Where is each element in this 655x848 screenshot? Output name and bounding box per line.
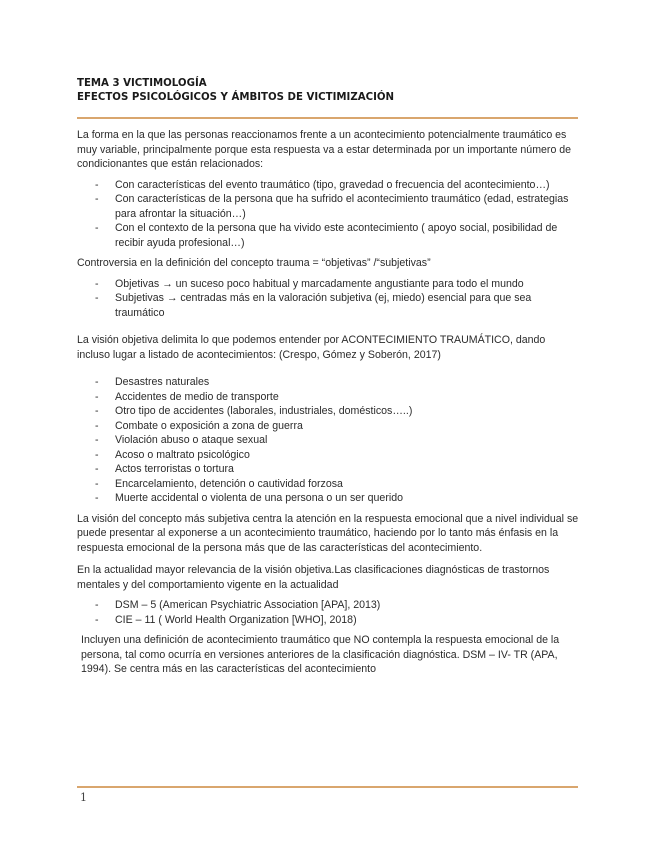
subjective-view-paragraph: La visión del concepto más subjetiva centra la atención en la respuesta emocional que a nivel individual se puede presentar al exponerse a un acontecimiento traumático, haciendo por lo tanto más énfasis en la respuesta emocional de la persona más que de las características del acontecimiento. [77, 512, 579, 554]
list-item: - Con características de la persona que ha sufrido el acontecimiento traumático (edad, estrategias para afrontar la situación…) [77, 192, 579, 221]
objective-view-paragraph: La visión objetiva delimita lo que podemos entender por ACONTECIMIENTO TRAUMÁTICO, dando incluso lugar a listado de acontecimientos: (Crespo, Gómez y Soberón, 2017) [77, 334, 546, 361]
closing-paragraph: Incluyen una definición de acontecimiento traumático que NO contempla la respuesta emocional de la persona, tal como ocurría en versiones anteriores de la clasificación diagnóstica. DSM – IV- TR (APA, 1994). Se centra más en las características del acontecimiento [81, 634, 560, 675]
list-item: - Objetivas → un suceso poco habitual y marcadamente angustiante para todo el mundo [77, 277, 579, 292]
header-title: TEMA 3 VICTIMOLOGÍA [77, 78, 207, 89]
controversy-list [77, 277, 579, 321]
events-list [77, 375, 579, 506]
header-subtitle: EFECTOS PSICOLÓGICOS Y ÁMBITOS DE VICTIMIZACIÓN [77, 92, 395, 103]
list-item: - Subjetivas → centradas más en la valoración subjetiva (ej, miedo) esencial para que sea traumático [77, 291, 579, 320]
page-number: 1 [80, 791, 87, 804]
list-item: - Desastres naturales [77, 375, 579, 390]
controversy-paragraph: Controversia en la definición del concepto trauma = “objetivas” /“subjetivas” [77, 257, 431, 269]
list-item: - Accidentes de medio de transporte [77, 390, 579, 405]
list-item: - Muerte accidental o violenta de una persona o un ser querido [77, 491, 579, 506]
document-body [77, 128, 579, 677]
list-item: - Actos terroristas o tortura [77, 462, 579, 477]
intro-paragraph: La forma en la que las personas reaccionamos frente a un acontecimiento potencialmente traumático es muy variable, principalmente porque esta respuesta va a estar determinada por un importante número de condicionantes que están relacionados: [77, 129, 572, 170]
conditions-list [77, 178, 579, 251]
current-paragraph: En la actualidad mayor relevancia de la visión objetiva.Las clasificaciones diagnósticas de trastornos mentales y del comportamiento vigente en la actualidad [77, 564, 550, 591]
list-item: - Con el contexto de la persona que ha vivido este acontecimiento ( apoyo social, posibilidad de recibir ayuda profesional…) [77, 221, 579, 250]
list-item: - Otro tipo de accidentes (laborales, industriales, domésticos…..) [77, 404, 579, 419]
list-item: - Encarcelamiento, detención o cautividad forzosa [77, 477, 579, 492]
list-item: - Violación abuso o ataque sexual [77, 433, 579, 448]
list-item: - DSM – 5 (American Psychiatric Association [APA], 2013) [77, 598, 579, 613]
header-divider [77, 117, 578, 119]
list-item: - Combate o exposición a zona de guerra [77, 419, 579, 434]
footer-divider [77, 786, 578, 788]
classifications-list [77, 598, 579, 627]
list-item: - Acoso o maltrato psicológico [77, 448, 579, 463]
page-header [77, 77, 577, 105]
list-item: - CIE – 11 ( World Health Organization [WHO], 2018) [77, 613, 579, 628]
list-item: - Con características del evento traumático (tipo, gravedad o frecuencia del acontecimiento…) [77, 178, 579, 193]
